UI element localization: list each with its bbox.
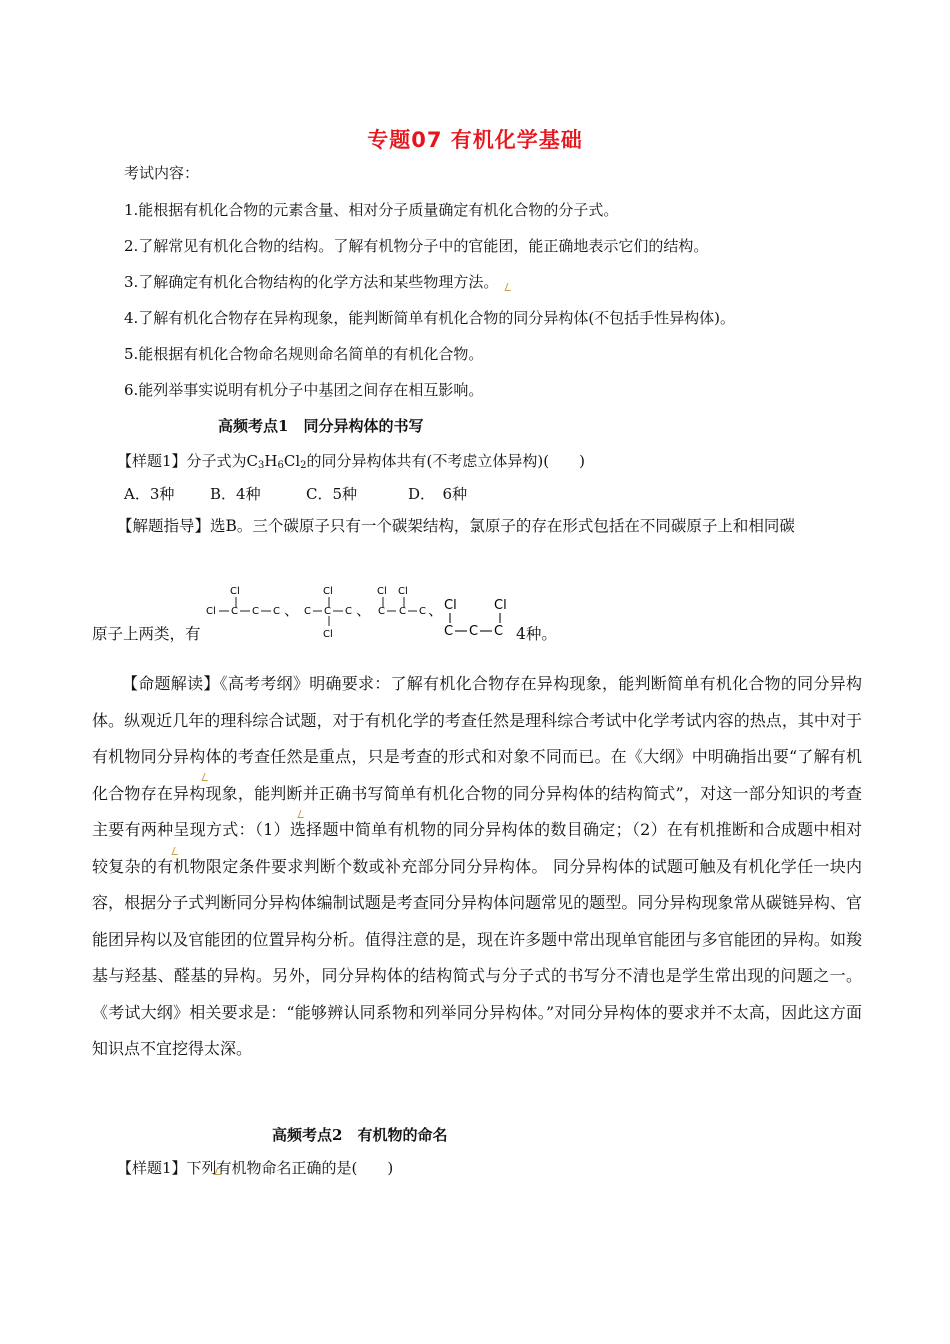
analysis-paragraph: 【命题解读】《高考考纲》明确要求：了解有机化合物存在异构现象，能判断简单有机化合物的同分异构体。纵观近几年的理科综合试题，对于有机化学的考查任然是理科综合考试中化学考试内容的热点，其中对于有机物同分异构体的考查任然是重点，只是考查的形式和对象不同而已。在《大纲》中明确指出要“了解有机化合物存在异构现象，能判断并正确书写简单有机化合物的同分异构体的结构简式”，对这一部分知识的考查主要有两种呈现方式：（1）选择题中简单有机物的同分异构体的数目确定；（2）在有机推断和合成题中相对较复杂的有机物限定条件要求判断个数或补充部分同分异构体。 同分异构体的试题可触及有机化学任一块内容，根据分子式判断同分异构体编制试题是考查同分异构体问题常见的题型。同分异构现象常从碳链异构、官能团异构以及官能团的位置异构分析。值得注意的是，现在许多题中常出现单官能团与多官能团的异构。如羧基与羟基、醛基的异构。另外，同分异构体的结构简式与分子式的书写分不清也是学生常出现的问题之一。《考试大纲》相关要求是：“能够辨认同系物和列举同分异构体。”对同分异构体的要求并不太高，因此这方面知识点不宜挖得太深。	[92, 674, 862, 1058]
exam-item-1: 1.能根据有机化合物的元素含量、相对分子质量确定有机化合物的分子式。	[124, 201, 619, 219]
scan-mark	[505, 283, 514, 291]
option-d: D． 6种	[408, 485, 468, 503]
atom-cl: Cl	[444, 598, 457, 613]
atom-cl: Cl	[398, 586, 408, 597]
option-b: B．4种	[210, 485, 261, 503]
option-c: C．5种	[306, 485, 358, 503]
atom-cl: Cl	[230, 586, 240, 597]
exam-item-2: 2.了解常见有机化合物的结构。了解有机物分子中的官能团，能正确地表示它们的结构。	[124, 237, 709, 255]
isomer-count: 4种。	[516, 625, 557, 643]
atom-c: C	[273, 606, 280, 617]
exam-content-label: 考试内容：	[124, 164, 200, 182]
section1-heading: 高频考点1 同分异构体的书写	[218, 417, 424, 435]
atom-cl: Cl	[377, 586, 387, 597]
separator: 、	[356, 601, 372, 619]
separator: 、	[284, 601, 300, 619]
atom-c: C	[469, 624, 479, 638]
structural-formula-1	[204, 582, 284, 622]
atom-c: C	[324, 606, 331, 617]
atom-c: C	[399, 606, 406, 617]
atom-c: C	[252, 606, 259, 617]
atom-cl: Cl	[206, 606, 216, 617]
atom-cl: Cl	[494, 598, 507, 613]
atom-cl: Cl	[323, 629, 333, 640]
atom-c: C	[419, 606, 426, 617]
option-a: A．3种	[124, 485, 175, 503]
solution-guide: 【解题指导】选B。三个碳原子只有一个碳架结构，氯原子的存在形式包括在不同碳原子上和相同碳	[117, 517, 795, 535]
atom-c: C	[304, 606, 311, 617]
atom-cl: Cl	[323, 586, 333, 597]
atom-c: C	[231, 606, 238, 617]
atom-c: C	[378, 606, 385, 617]
structural-formula-4	[442, 594, 512, 638]
exam-item-6: 6.能列举事实说明有机分子中基团之间存在相互影响。	[124, 381, 484, 399]
atom-c: C	[345, 606, 352, 617]
separator: 、	[428, 601, 444, 619]
exam-item-4: 4.了解有机化合物存在异构现象，能判断简单有机化合物的同分异构体(不包括手性异构体)。	[124, 309, 736, 327]
solution-guide-cont: 原子上两类，有	[92, 625, 201, 643]
sample-question-2: 【样题1】下列有机物命名正确的是( )	[117, 1159, 394, 1177]
exam-item-3: 3.了解确定有机化合物结构的化学方法和某些物理方法。	[124, 273, 499, 291]
exam-item-5: 5.能根据有机化合物命名规则命名简单的有机化合物。	[124, 345, 484, 363]
page-title: 专题07 有机化学基础	[367, 128, 583, 152]
section2-heading: 高频考点2 有机物的命名	[272, 1126, 448, 1144]
atom-c: C	[494, 624, 504, 638]
sample-question-1: 【样题1】分子式为$C_3H_6Cl_2$的同分异构体共有(不考虑立体异构)( )	[117, 452, 585, 471]
atom-c: C	[444, 624, 454, 638]
